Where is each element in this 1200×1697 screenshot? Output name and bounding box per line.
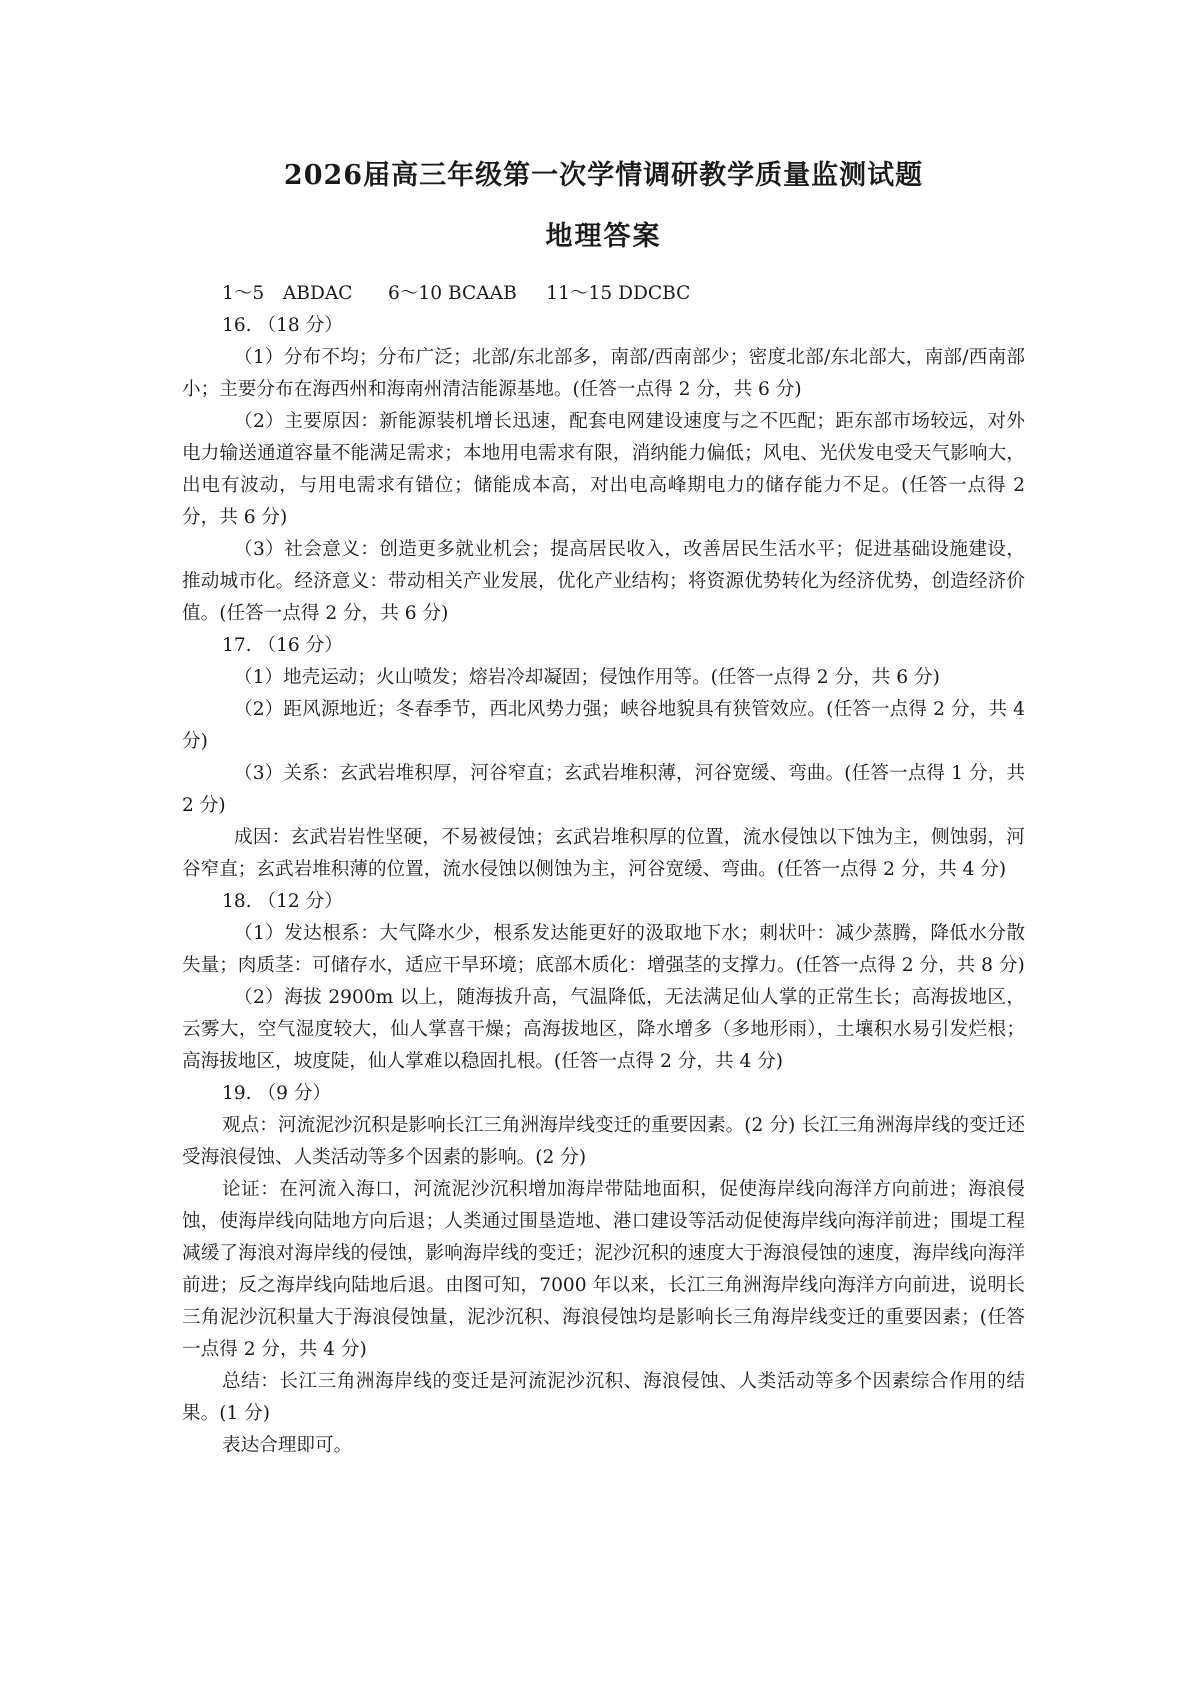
q19-summary: 总结：长江三角洲海岸线的变迁是河流泥沙沉积、海浪侵蚀、人类活动等多个因素综合作用的结果。(1 分) [182,1371,1025,1425]
q16-part2: （2）主要原因：新能源装机增长迅速，配套电网建设速度与之不匹配；距东部市场较远，对外电力输送通道容量不能满足需求；本地用电需求有限，消纳能力偏低；风电、光伏发电受天气影响大，出电有波动，与用电需求有错位；储能成本高，对出电高峰期电力的储存能力不足。(任答一点得 2 分，共 6 分) [182,411,1025,529]
q17-part3: （3）关系：玄武岩堆积厚，河谷窄直；玄武岩堆积薄，河谷宽缓、弯曲。(任答一点得 1 分，共 2 分) [182,763,1025,817]
q16-part3: （3）社会意义：创造更多就业机会；提高居民收入，改善居民生活水平；促进基础设施建设，推动城市化。经济意义：带动相关产业发展，优化产业结构；将资源优势转化为经济优势，创造经济价值。(任答一点得 2 分，共 6 分) [182,539,1025,625]
q19-header: 19. （9 分） [222,1083,332,1105]
q19-note: 表达合理即可。 [222,1435,353,1457]
q18-part1: （1）发达根系：大气降水少，根系发达能更好的汲取地下水；刺状叶：减少蒸腾，降低水分散失量；肉质茎：可储存水，适应干旱环境；底部木质化：增强茎的支撑力。(任答一点得 2 分，共 8 分) [182,923,1025,977]
q17-part2: （2）距风源地近；冬春季节，西北风势力强；峡谷地貌具有狭管效应。(任答一点得 2 分，共 4 分) [182,699,1025,753]
q17-part1: （1）地壳运动；火山喷发；熔岩冷却凝固；侵蚀作用等。(任答一点得 2 分，共 6 分) [234,667,940,689]
q17-part3-cause: 成因：玄武岩岩性坚硬，不易被侵蚀；玄武岩堆积厚的位置，流水侵蚀以下蚀为主，侧蚀弱，河谷窄直；玄武岩堆积薄的位置，流水侵蚀以侧蚀为主，河谷宽缓、弯曲。(任答一点得 2 分，共 4 分) [182,827,1025,881]
multiple-choice-answers [182,278,1025,310]
q16-header: 16. （18 分） [222,315,343,337]
mc-answer-6-10: 6～10 BCAAB [387,283,517,305]
q17-header: 17. （16 分） [222,635,343,657]
q16-part1: （1）分布不均；分布广泛；北部/东北部多，南部/西南部少；密度北部/东北部大，南部/西南部小；主要分布在海西州和海南州清洁能源基地。(任答一点得 2 分，共 6 分) [182,347,1025,401]
q18-header: 18. （12 分） [222,891,343,913]
mc-answer-11-15: 11～15 DDCBC [546,283,691,305]
page-subtitle: 地理答案 [545,221,662,253]
q18-part2: （2）海拔 2900m 以上，随海拔升高，气温降低，无法满足仙人掌的正常生长；高海拔地区，云雾大，空气湿度较大，仙人掌喜干燥；高海拔地区，降水增多（多地形雨），土壤积水易引发烂根；高海拔地区，坡度陡，仙人掌难以稳固扎根。(任答一点得 2 分，共 4 分) [182,987,1025,1073]
q19-viewpoint: 观点：河流泥沙沉积是影响长江三角洲海岸线变迁的重要因素。(2 分) 长江三角洲海岸线的变迁还受海浪侵蚀、人类活动等多个因素的影响。(2 分) [182,1115,1025,1169]
mc-answer-1-5: 1～5 ABDAC [222,283,353,305]
q19-argument: 论证：在河流入海口，河流泥沙沉积增加海岸带陆地面积，促使海岸线向海洋方向前进；海浪侵蚀，使海岸线向陆地方向后退；人类通过围垦造地、港口建设等活动促使海岸线向海洋前进；围堤工程减缓了海浪对海岸线的侵蚀，影响海岸线的变迁；泥沙沉积的速度大于海浪侵蚀的速度，海岸线向海洋前进；反之海岸线向陆地后退。由图可知，7000 年以来，长江三角洲海岸线向海洋方向前进，说明长三角泥沙沉积量大于海浪侵蚀量，泥沙沉积、海浪侵蚀均是影响长三角海岸线变迁的重要因素；(任答一点得 2 分，共 4 分) [182,1179,1025,1361]
page-title: 2026届高三年级第一次学情调研教学质量监测试题 [283,160,924,191]
